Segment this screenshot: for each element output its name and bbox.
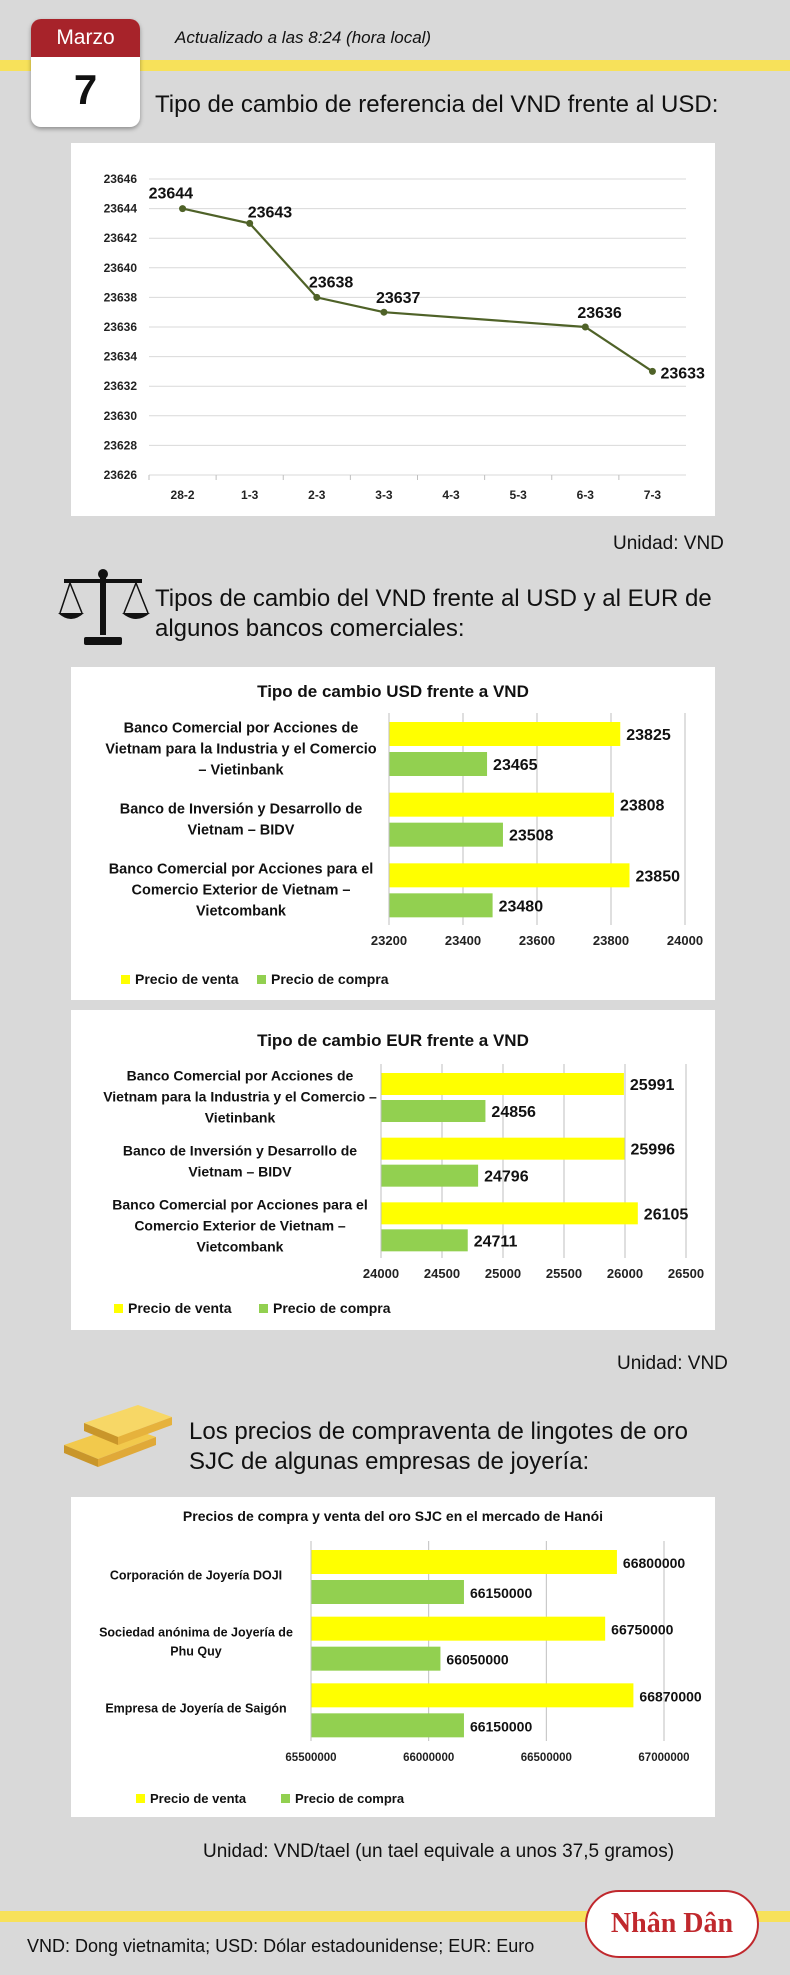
bar	[311, 1580, 464, 1604]
bar	[389, 793, 614, 817]
x-tick-label: 28-2	[170, 488, 195, 502]
x-tick-label: 23600	[518, 933, 556, 948]
bar	[381, 1165, 478, 1187]
y-tick-label: 23628	[103, 438, 137, 453]
section3-title-line2: SJC de algunas empresas de joyería:	[189, 1448, 590, 1475]
legend-swatch	[259, 1304, 268, 1313]
footer-legend: VND: Dong vietnamita; USD: Dólar estadounidense; EUR: Euro	[27, 1936, 535, 1956]
category-label: Phu Quy	[170, 1644, 222, 1659]
section3-title-line1: Los precios de compraventa de lingotes de oro	[189, 1418, 688, 1445]
x-tick-label: 7-3	[643, 488, 662, 502]
bar-value-label: 25996	[630, 1141, 676, 1159]
legend-label: Precio de venta	[135, 971, 239, 987]
gold-bars-icon	[58, 1393, 178, 1469]
data-point	[179, 205, 186, 212]
bar-value-label: 23808	[619, 797, 665, 815]
section2-unit: Unidad: VND	[617, 1353, 728, 1374]
section1-title: Tipo de cambio de referencia del VND frente al USD:	[155, 91, 719, 118]
bar-value-label: 23825	[626, 727, 671, 744]
bar	[389, 823, 503, 847]
section1-unit: Unidad: VND	[613, 533, 724, 554]
data-point	[313, 294, 320, 301]
section2-title-line1: Tipos de cambio del VND frente al USD y al EUR de	[155, 585, 712, 612]
y-tick-label: 23638	[103, 290, 137, 305]
data-point	[380, 309, 387, 316]
bar-value-label: 24856	[491, 1104, 536, 1121]
section3-unit: Unidad: VND/tael (un tael equivale a unos 37,5 gramos)	[203, 1841, 675, 1862]
bar	[389, 893, 493, 917]
bar	[311, 1617, 605, 1641]
x-tick-label: 24000	[666, 933, 704, 948]
date-month: Marzo	[31, 19, 140, 57]
legend-swatch	[114, 1304, 123, 1313]
category-label: Vietcombank	[196, 903, 286, 920]
category-label: Vietnam para la Industria y el Comercio –	[103, 1088, 377, 1105]
bar-value-label: 24796	[484, 1168, 529, 1186]
section3-title	[189, 1417, 688, 1477]
bar-value-label: 66150000	[469, 1585, 533, 1601]
legend-label: Precio de compra	[273, 1300, 391, 1316]
category-label: Comercio Exterior de Vietnam –	[131, 882, 351, 899]
x-tick-label: 6-3	[576, 488, 594, 502]
data-point	[649, 368, 656, 375]
y-tick-label: 23634	[103, 349, 137, 364]
nhan-dan-logo[interactable]: Nhân Dân	[585, 1890, 759, 1958]
reference-rate-line-chart	[71, 143, 715, 516]
bar	[381, 1100, 485, 1122]
x-tick-label: 4-3	[442, 488, 460, 502]
legend-label: Precio de venta	[150, 1791, 247, 1806]
bar-value-label: 66150000	[469, 1718, 533, 1735]
x-tick-label: 26500	[667, 1266, 705, 1281]
x-tick-label: 65500000	[285, 1752, 337, 1764]
y-tick-label: 23640	[103, 260, 137, 275]
category-label: Banco de Inversión y Desarrollo de	[122, 1142, 358, 1159]
bar	[311, 1647, 440, 1671]
bar	[381, 1073, 624, 1095]
eur-bank-bar-chart	[71, 1010, 715, 1330]
gold-price-bar-chart	[71, 1497, 715, 1817]
x-tick-label: 25000	[484, 1266, 522, 1281]
usd-bank-chart-panel	[71, 667, 715, 1000]
line-chart-panel	[71, 143, 715, 516]
x-tick-label: 66000000	[403, 1752, 455, 1764]
legend-label: Precio de compra	[271, 971, 389, 987]
x-tick-label: 67000000	[638, 1752, 690, 1764]
bar-value-label: 66750000	[611, 1621, 674, 1638]
category-label: Sociedad anónima de Joyería de	[99, 1625, 293, 1640]
x-tick-label: 25500	[545, 1266, 583, 1281]
category-label: Vietinbank	[204, 1109, 276, 1126]
chart-title: Precios de compra y venta del oro SJC en el mercado de Hanói	[182, 1508, 604, 1524]
category-label: Corporación de Joyería DOJI	[109, 1568, 283, 1583]
x-tick-label: 1-3	[241, 488, 259, 502]
bar-value-label: 23850	[635, 868, 680, 886]
date-day: 7	[73, 66, 98, 113]
x-tick-label: 2-3	[308, 488, 326, 502]
data-label: 23633	[660, 365, 705, 383]
x-tick-label: 5-3	[509, 488, 527, 502]
data-label: 23638	[308, 274, 354, 292]
x-tick-label: 66500000	[520, 1752, 572, 1764]
x-tick-label: 24500	[423, 1266, 461, 1281]
usd-bank-bar-chart	[71, 667, 715, 1000]
scale-icon	[56, 565, 150, 647]
x-tick-label: 23800	[592, 933, 630, 948]
date-badge	[31, 19, 140, 127]
legend-swatch	[281, 1794, 290, 1803]
category-label: Empresa de Joyería de Saigón	[105, 1701, 287, 1716]
x-tick-label: 23400	[444, 933, 482, 948]
update-time: Actualizado a las 8:24 (hora local)	[175, 28, 432, 47]
x-tick-label: 26000	[606, 1266, 644, 1281]
category-label: Vietcombank	[196, 1238, 284, 1255]
y-tick-label: 23626	[103, 468, 137, 482]
bar	[381, 1229, 468, 1251]
bar	[381, 1202, 638, 1224]
x-tick-label: 3-3	[375, 488, 393, 502]
y-tick-label: 23630	[103, 408, 137, 423]
bar	[311, 1713, 464, 1737]
data-point	[582, 324, 589, 331]
bar-value-label: 66800000	[622, 1555, 686, 1571]
bar-value-label: 26105	[643, 1206, 689, 1224]
legend-label: Precio de compra	[295, 1791, 405, 1806]
category-label: Vietnam para la Industria y el Comercio	[105, 741, 377, 758]
category-label: Banco Comercial por Acciones para el	[108, 861, 374, 878]
legend-swatch	[257, 975, 266, 984]
bar	[389, 722, 620, 746]
legend-label: Precio de venta	[128, 1300, 232, 1316]
section2-title	[155, 584, 712, 644]
x-tick-label: 23200	[370, 933, 408, 948]
bar	[311, 1683, 633, 1707]
y-tick-label: 23644	[103, 201, 137, 216]
x-tick-label: 24000	[362, 1266, 400, 1281]
y-tick-label: 23632	[103, 379, 137, 394]
bar-value-label: 66050000	[446, 1651, 509, 1668]
category-label: Comercio Exterior de Vietnam –	[134, 1217, 346, 1234]
category-label: Banco Comercial por Acciones de	[123, 720, 359, 737]
category-label: Banco de Inversión y Desarrollo de	[119, 801, 363, 818]
legend-swatch	[121, 975, 130, 984]
chart-title: Tipo de cambio EUR frente a VND	[257, 1031, 529, 1050]
bar-value-label: 66870000	[639, 1688, 702, 1705]
bar	[389, 752, 487, 776]
y-tick-label: 23636	[103, 320, 137, 334]
data-label: 23644	[148, 185, 194, 203]
bar-value-label: 25991	[629, 1077, 675, 1094]
data-label: 23643	[247, 204, 293, 222]
bar-value-label: 23480	[498, 898, 544, 916]
bar	[389, 863, 630, 887]
section2-title-line2: algunos bancos comerciales:	[155, 615, 465, 642]
gold-chart-panel	[71, 1497, 715, 1817]
y-tick-label: 23646	[103, 172, 137, 186]
category-label: Vietnam – BIDV	[188, 1163, 292, 1180]
category-label: Banco Comercial por Acciones de	[126, 1067, 354, 1084]
legend-swatch	[136, 1794, 145, 1803]
category-label: – Vietinbank	[198, 762, 284, 779]
category-label: Vietnam – BIDV	[187, 822, 295, 839]
chart-title: Tipo de cambio USD frente a VND	[257, 682, 529, 701]
bar	[381, 1138, 625, 1160]
bar	[311, 1550, 617, 1574]
bar-value-label: 23508	[508, 827, 554, 845]
category-label: Banco Comercial por Acciones para el	[112, 1196, 368, 1213]
bar-value-label: 23465	[493, 757, 538, 774]
eur-bank-chart-panel	[71, 1010, 715, 1330]
y-tick-label: 23642	[103, 231, 137, 246]
bar-value-label: 24711	[473, 1233, 518, 1251]
data-label: 23637	[375, 290, 421, 308]
data-label: 23636	[577, 305, 622, 322]
